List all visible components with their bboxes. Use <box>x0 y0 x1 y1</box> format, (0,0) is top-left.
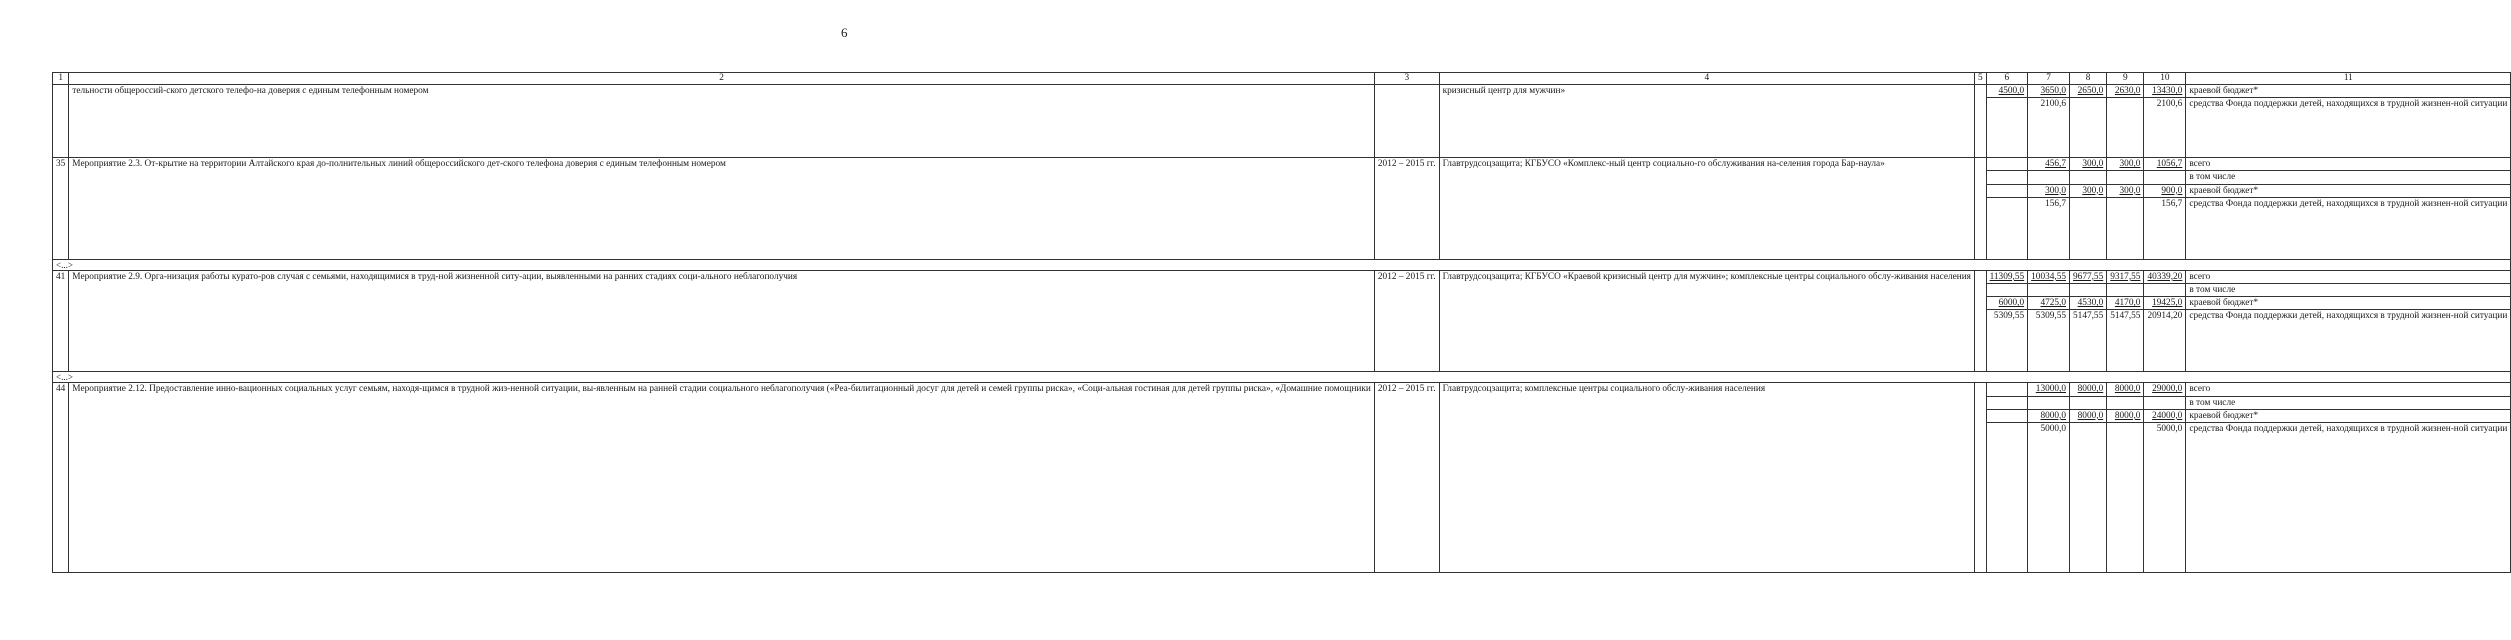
period-cell <box>1374 85 1439 158</box>
value-cell: 156,7 <box>2028 197 2070 259</box>
value-cell <box>1974 85 1986 158</box>
value-cell: 300,0 <box>2107 158 2144 171</box>
funding-source-cell: краевой бюджет* <box>2186 85 2511 98</box>
value-cell: 8000,0 <box>2107 383 2144 396</box>
column-header: 3 <box>1374 73 1439 85</box>
value-cell: 9317,55 <box>2107 270 2144 283</box>
value-cell: 8000,0 <box>2070 409 2107 422</box>
value-cell: 2650,0 <box>2070 85 2107 98</box>
executor-cell: Главтрудсоцзащита; КГБУСО «Краевой кризисный центр для мужчин»; комплексные центры социального обслу-живания населения <box>1439 270 1974 372</box>
value-cell <box>1986 409 2028 422</box>
value-cell: 5309,55 <box>2028 310 2070 372</box>
column-header: 2 <box>69 73 1375 85</box>
funding-source-cell: всего <box>2186 270 2511 283</box>
value-cell <box>1986 171 2028 184</box>
column-header: 9 <box>2107 73 2144 85</box>
value-cell: 5000,0 <box>2144 423 2186 573</box>
header-row <box>53 73 2511 85</box>
value-cell: 2100,6 <box>2144 98 2186 158</box>
event-cell: Мероприятие 2.12. Предоставление инно-вационных социальных услуг семьям, находя-щимся в трудной жиз-ненной ситуации, вы-явленным на ранней стадии социального неблагополучия («Реа-билитационный досуг для детей и семей группы риска», «Соци-альная гостиная для детей группы риска», «Домашние помощники <box>69 383 1375 573</box>
value-cell: 13000,0 <box>2028 383 2070 396</box>
value-cell: 4500,0 <box>1986 85 2028 98</box>
column-header: 1 <box>53 73 69 85</box>
period-cell: 2012 – 2015 гг. <box>1374 383 1439 573</box>
value-cell: 5147,55 <box>2070 310 2107 372</box>
table-row <box>53 259 2511 270</box>
value-cell <box>2070 98 2107 158</box>
event-cell: Мероприятие 2.9. Орга-низация работы курато-ров случая с семьями, находящимися в труд-ной жизненной ситу-ации, выявленными на ранних стадиях соци-ального неблагополучия <box>69 270 1375 372</box>
table-row <box>53 158 2511 171</box>
table-row <box>53 270 2511 283</box>
value-cell <box>2107 171 2144 184</box>
value-cell <box>1974 270 1986 372</box>
value-cell: 13430,0 <box>2144 85 2186 98</box>
row-number-cell: 41 <box>53 270 69 372</box>
row-number-cell <box>53 85 69 158</box>
value-cell: 300,0 <box>2070 158 2107 171</box>
value-cell: 11309,55 <box>1986 270 2028 283</box>
value-cell: 3650,0 <box>2028 85 2070 98</box>
value-cell <box>2144 396 2186 409</box>
executor-cell: Главтрудсоцзащита; КГБУСО «Комплекс-ный центр социально-го обслуживания на-селения города Бар-наула» <box>1439 158 1974 260</box>
value-cell: 156,7 <box>2144 197 2186 259</box>
value-cell: 300,0 <box>2028 184 2070 197</box>
value-cell: 8000,0 <box>2070 383 2107 396</box>
column-header: 11 <box>2186 73 2511 85</box>
value-cell: 29000,0 <box>2144 383 2186 396</box>
value-cell <box>2107 423 2144 573</box>
value-cell: 4530,0 <box>2070 297 2107 310</box>
value-cell: 5000,0 <box>2028 423 2070 573</box>
value-cell <box>2070 396 2107 409</box>
value-cell <box>1986 383 2028 396</box>
value-cell: 4170,0 <box>2107 297 2144 310</box>
value-cell: 10034,55 <box>2028 270 2070 283</box>
value-cell <box>2107 284 2144 297</box>
table-row <box>53 85 2511 98</box>
value-cell: 19425,0 <box>2144 297 2186 310</box>
value-cell: 8000,0 <box>2028 409 2070 422</box>
funding-source-cell: средства Фонда поддержки детей, находящихся в трудной жизнен-ной ситуации <box>2186 310 2511 372</box>
funding-source-cell: в том числе <box>2186 171 2511 184</box>
value-cell: 2630,0 <box>2107 85 2144 98</box>
row-number-cell: 35 <box>53 158 69 260</box>
value-cell <box>2028 396 2070 409</box>
funding-source-cell: средства Фонда поддержки детей, находящихся в трудной жизнен-ной ситуации <box>2186 423 2511 573</box>
column-header: 4 <box>1439 73 1974 85</box>
value-cell: 300,0 <box>2070 184 2107 197</box>
column-header: 8 <box>2070 73 2107 85</box>
program-table <box>52 72 2511 573</box>
value-cell: 300,0 <box>2107 184 2144 197</box>
value-cell <box>1986 396 2028 409</box>
funding-source-cell: краевой бюджет* <box>2186 409 2511 422</box>
table-row <box>53 372 2511 383</box>
value-cell <box>2070 171 2107 184</box>
funding-source-cell: в том числе <box>2186 396 2511 409</box>
value-cell: 2100,6 <box>2028 98 2070 158</box>
funding-source-cell: краевой бюджет* <box>2186 297 2511 310</box>
value-cell: 456,7 <box>2028 158 2070 171</box>
value-cell: 20914,20 <box>2144 310 2186 372</box>
table-row <box>53 383 2511 396</box>
value-cell <box>1986 423 2028 573</box>
value-cell: 900,0 <box>2144 184 2186 197</box>
funding-source-cell: средства Фонда поддержки детей, находящихся в трудной жизнен-ной ситуации <box>2186 98 2511 158</box>
column-header: 7 <box>2028 73 2070 85</box>
value-cell <box>1986 184 2028 197</box>
value-cell <box>2144 171 2186 184</box>
value-cell: 5309,55 <box>1986 310 2028 372</box>
column-header: 10 <box>2144 73 2186 85</box>
value-cell <box>2070 423 2107 573</box>
column-header: 5 <box>1974 73 1986 85</box>
value-cell <box>2107 98 2144 158</box>
funding-source-cell: средства Фонда поддержки детей, находящихся в трудной жизнен-ной ситуации <box>2186 197 2511 259</box>
value-cell <box>1986 284 2028 297</box>
executor-cell: кризисный центр для мужчин» <box>1439 85 1974 158</box>
value-cell <box>2028 284 2070 297</box>
period-cell: 2012 – 2015 гг. <box>1374 270 1439 372</box>
value-cell <box>2070 197 2107 259</box>
event-cell: тельности общероссий-ского детского телефо-на доверия с единым телефонным номером <box>69 85 1375 158</box>
value-cell <box>1974 383 1986 573</box>
value-cell: 6000,0 <box>1986 297 2028 310</box>
funding-source-cell: краевой бюджет* <box>2186 184 2511 197</box>
value-cell <box>1986 158 2028 171</box>
omission-separator: <...> <box>53 259 2511 270</box>
value-cell <box>1986 98 2028 158</box>
funding-source-cell: всего <box>2186 383 2511 396</box>
value-cell <box>2107 197 2144 259</box>
value-cell: 24000,0 <box>2144 409 2186 422</box>
value-cell <box>1986 197 2028 259</box>
period-cell: 2012 – 2015 гг. <box>1374 158 1439 260</box>
executor-cell: Главтрудсоцзащита; комплексные центры социального обслу-живания населения <box>1439 383 1974 573</box>
funding-source-cell: всего <box>2186 158 2511 171</box>
value-cell: 9677,55 <box>2070 270 2107 283</box>
omission-separator: <...> <box>53 372 2511 383</box>
value-cell <box>2144 284 2186 297</box>
value-cell <box>1974 158 1986 260</box>
value-cell <box>2107 396 2144 409</box>
value-cell <box>2070 284 2107 297</box>
event-cell: Мероприятие 2.3. От-крытие на территории Алтайского края до-полнительных линий общероссийского дет-ского телефона доверия с единым телефонным номером <box>69 158 1375 260</box>
row-number-cell: 44 <box>53 383 69 573</box>
value-cell: 1056,7 <box>2144 158 2186 171</box>
value-cell: 4725,0 <box>2028 297 2070 310</box>
value-cell: 40339,20 <box>2144 270 2186 283</box>
page-number: 6 <box>841 25 848 40</box>
funding-source-cell: в том числе <box>2186 284 2511 297</box>
value-cell <box>2028 171 2070 184</box>
value-cell: 8000,0 <box>2107 409 2144 422</box>
value-cell: 5147,55 <box>2107 310 2144 372</box>
column-header: 6 <box>1986 73 2028 85</box>
